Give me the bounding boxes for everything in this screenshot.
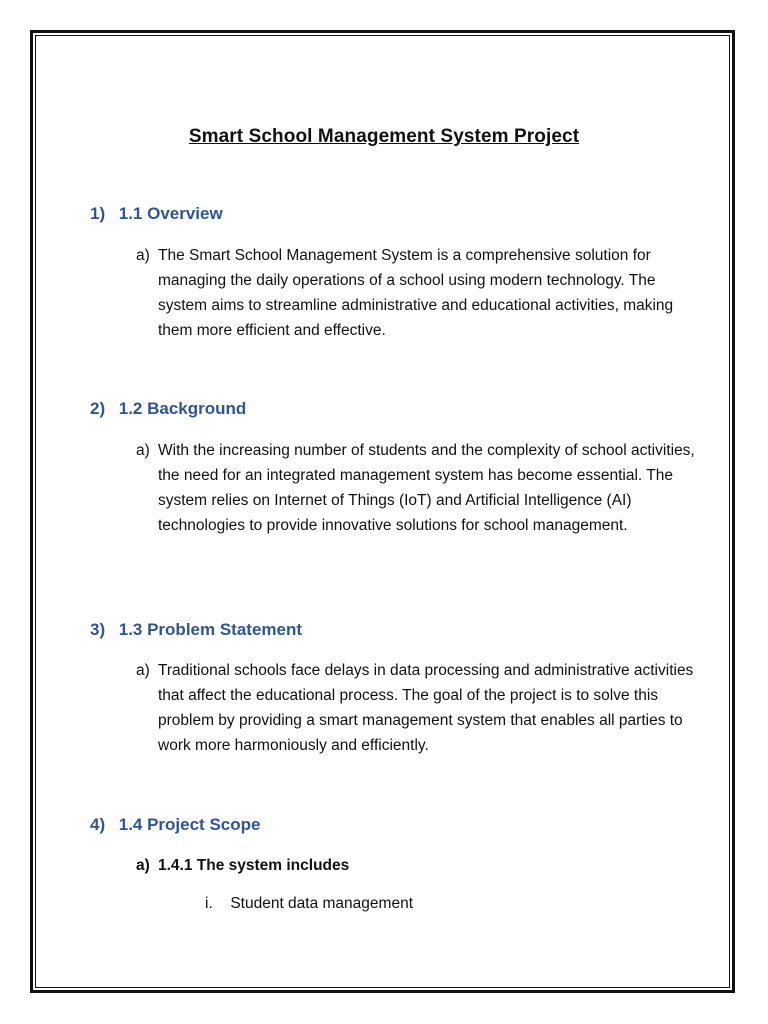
list-item-background [136, 438, 696, 538]
section-title: 1.4 Project Scope [118, 815, 261, 834]
sublist-marker: i. [205, 895, 213, 912]
section-heading-overview [90, 204, 223, 224]
section-number: 4) [90, 815, 106, 834]
section-heading-problem-statement [90, 620, 302, 640]
list-item-problem-statement [136, 658, 696, 758]
section-number: 1) [90, 204, 106, 223]
list-marker: a) [136, 247, 150, 264]
section-number: 2) [90, 399, 106, 418]
document-title: Smart School Management System Project [188, 126, 580, 147]
paragraph-text: With the increasing number of students and the complexity of school activities, the need for an integrated management system has become essential. The system relies on Internet of Things (IoT) and Artificial Intelligence (AI) technologies to provide innovative solutions for school management. [158, 442, 695, 534]
section-title: 1.2 Background [118, 399, 247, 418]
paragraph-text: The Smart School Management System is a comprehensive solution for managing the daily operations of a school using modern technology. The system aims to streamline administrative and educational activities, making them more efficient and effective. [158, 247, 674, 339]
list-marker: a) [136, 857, 150, 874]
list-item-overview [136, 243, 696, 343]
subheading-text: 1.4.1 The system includes [158, 857, 350, 874]
list-marker: a) [136, 442, 150, 459]
section-heading-background [90, 399, 246, 419]
sublist-item-student-data [205, 891, 413, 916]
list-item-system-includes [136, 853, 696, 878]
section-title: 1.3 Problem Statement [118, 620, 303, 639]
paragraph-text: Traditional schools face delays in data processing and administrative activities that affect the educational process. The goal of the project is to solve this problem by providing a smart management system that enables all parties to work more harmoniously and efficiently. [158, 662, 694, 754]
section-number: 3) [90, 620, 106, 639]
section-title: 1.1 Overview [118, 204, 223, 223]
section-heading-project-scope [90, 815, 260, 835]
sublist-text: Student data management [230, 895, 413, 912]
list-marker: a) [136, 662, 150, 679]
